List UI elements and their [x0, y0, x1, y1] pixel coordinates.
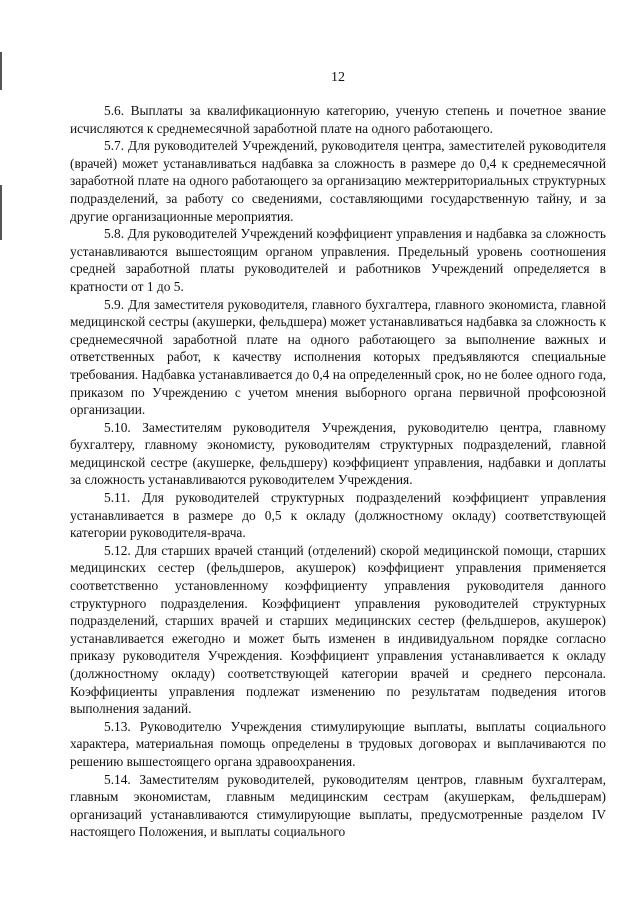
paragraph-5-12: 5.12. Для старших врачей станций (отделений) скорой медицинской помощи, старших медицинских сестер (фельдшеров, акушерок) коэффициент управления применяется соответственно установленному коэффициенту управления руководителя данного структурного подразделения. Коэффициент управления руководителей структурных подразделений, старших врачей и старших медицинских сестер (фельдшеров, акушерок) устанавливается ежегодно и может быть изменен в индивидуальном порядке согласно приказу руководителя Учреждения. Коэффициент управления устанавливается к окладу (должностному окладу) соответствующей категории врачей и среднего персонала. Коэффициенты управления подлежат изменению по результатам подведения итогов выполнения заданий. — [70, 542, 606, 717]
paragraph-5-7: 5.7. Для руководителей Учреждений, руководителя центра, заместителей руководителя (врачей) может устанавливаться надбавка за сложность в размере до 0,4 к среднемесячной заработной плате на одного работающего за организацию межтерриториальных структурных подразделений, за работу со сведениями, составляющими государственную тайну, и за другие организационные мероприятия. — [70, 138, 606, 224]
paragraph-5-9: 5.9. Для заместителя руководителя, главного бухгалтера, главного экономиста, главной медицинской сестры (акушерки, фельдшера) может устанавливаться надбавка за сложность к среднемесячной заработной плате на одного работающего за выполнение важных и ответственных работ, к качеству исполнения которых предъявляются специальные требования. Надбавка устанавливается до 0,4 на определенный срок, но не более одного года, приказом по Учреждению с учетом мнения выборного органа первичной профсоюзной организации. — [70, 296, 606, 418]
document-page — [70, 70, 606, 841]
paragraph-5-10: 5.10. Заместителям руководителя Учреждения, руководителю центра, главному бухгалтеру, главному экономисту, руководителям структурных подразделений, главной медицинской сестре (акушерке, фельдшеру) коэффициент управления, надбавки и доплаты за сложность устанавливаются руководителем Учреждения. — [70, 419, 606, 488]
page-number: 12 — [331, 70, 345, 85]
paragraph-5-6: 5.6. Выплаты за квалификационную категорию, ученую степень и почетное звание исчисляются к среднемесячной заработной плате на одного работающего. — [70, 103, 606, 136]
scan-edge-mark — [0, 52, 2, 90]
paragraph-5-11: 5.11. Для руководителей структурных подразделений коэффициент управления устанавливается в размере до 0,5 к окладу (должностному окладу) соответствующей категории руководителя-врача. — [70, 490, 606, 541]
paragraph-5-13: 5.13. Руководителю Учреждения стимулирующие выплаты, выплаты социального характера, материальная помощь определены в трудовых договорах и выплачиваются по решению вышестоящего органа здравоохранения. — [70, 718, 606, 769]
paragraph-5-14: 5.14. Заместителям руководителей, руководителям центров, главным бухгалтерам, главным экономистам, главным медицинским сестрам (акушеркам, фельдшерам) организаций устанавливаются стимулирующие выплаты, предусмотренные разделом IV настоящего Положения, и выплаты социального — [70, 771, 606, 840]
scan-edge-mark — [0, 185, 2, 240]
paragraph-5-8: 5.8. Для руководителей Учреждений коэффициент управления и надбавка за сложность устанавливаются вышестоящим органом управления. Предельный уровень соотношения средней заработной платы руководителей и работников Учреждений определяется в кратности от 1 до 5. — [70, 226, 606, 294]
